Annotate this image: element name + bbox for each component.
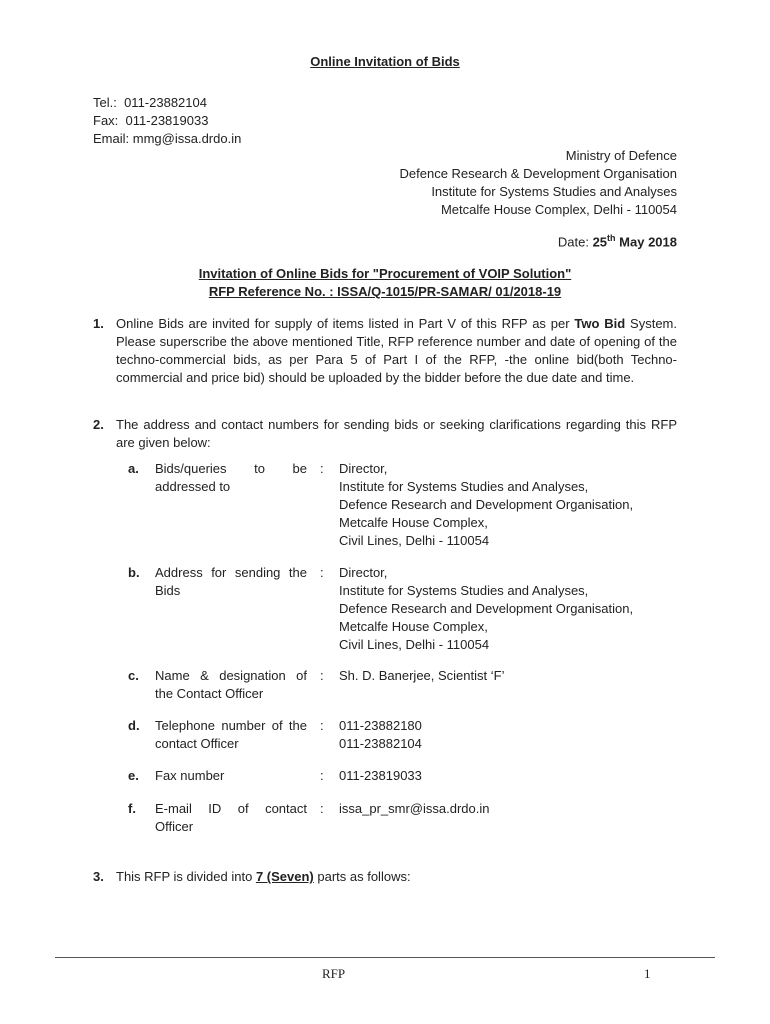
value-line: issa_pr_smr@issa.drdo.in	[339, 801, 490, 816]
telephone-row	[93, 94, 241, 112]
text-segment: This RFP is divided into	[116, 869, 256, 884]
date-rest: May 2018	[619, 234, 677, 250]
email-value: mmg@issa.drdo.in	[132, 131, 242, 146]
paragraph-text	[116, 315, 677, 387]
item-label: e.	[128, 768, 139, 783]
item-value	[339, 564, 633, 654]
bold-underlined-text: 7 (Seven)	[255, 869, 314, 884]
item-label: b.	[128, 565, 140, 580]
item-key: Telephone number of the contact Officer	[155, 718, 307, 751]
value-line: Institute for Systems Studies and Analyses,	[339, 583, 589, 598]
address-line: Metcalfe House Complex, Delhi - 110054	[440, 202, 677, 217]
value-line: Civil Lines, Delhi - 110054	[339, 533, 490, 548]
value-line: 011-23819033	[339, 768, 422, 783]
date-label: Date:	[557, 234, 589, 250]
value-line: Director,	[339, 461, 388, 476]
document-title: Online Invitation of Bids	[310, 54, 460, 69]
paragraph-number: 2.	[93, 417, 104, 432]
text-segment: parts as follows:	[313, 869, 411, 884]
fax-label: Fax:	[93, 113, 119, 128]
address-line: Defence Research & Development Organisation	[399, 166, 677, 181]
value-line: Metcalfe House Complex,	[339, 515, 488, 530]
item-label: a.	[128, 461, 139, 476]
paragraph-number: 1.	[93, 316, 104, 331]
invitation-title: Invitation of Online Bids for "Procurement of VOIP Solution"	[198, 266, 572, 281]
text-segment: Online Bids are invited for supply of items listed in Part V of this RFP as per	[116, 316, 575, 331]
contact-block	[93, 94, 241, 148]
address-line: Ministry of Defence	[565, 148, 677, 163]
page-number: 1	[644, 966, 651, 981]
value-line: Metcalfe House Complex,	[339, 619, 488, 634]
paragraph-text: The address and contact numbers for sending bids or seeking clarifications regarding this RFP are given below:	[116, 417, 677, 450]
item-label: c.	[128, 668, 139, 683]
value-line: Defence Research and Development Organisation,	[339, 601, 634, 616]
item-key: Name & designation of the Contact Officer	[155, 668, 307, 701]
value-line: Director,	[339, 565, 388, 580]
tel-label: Tel.:	[93, 95, 117, 110]
paragraph-2	[93, 416, 677, 452]
email-row	[93, 130, 241, 148]
item-label: f.	[128, 801, 136, 816]
value-line: Defence Research and Development Organisation,	[339, 497, 634, 512]
item-label: d.	[128, 718, 140, 733]
tel-value: 011-23882104	[124, 95, 207, 110]
paragraph-number: 3.	[93, 869, 104, 884]
paragraph-3	[93, 868, 677, 886]
footer-label: RFP	[322, 966, 346, 981]
value-line: 011-23882104	[339, 736, 422, 751]
value-line: 011-23882180	[339, 718, 422, 733]
paragraph-1	[93, 315, 677, 387]
paragraph-text	[116, 868, 677, 886]
organisation-address	[400, 147, 677, 219]
item-value	[339, 717, 422, 753]
item-key: E-mail ID of contact Officer	[155, 801, 307, 834]
document-date	[558, 233, 677, 249]
invitation-heading	[0, 265, 770, 301]
fax-row	[93, 112, 241, 130]
footer-divider	[55, 957, 715, 958]
item-colon: :	[320, 565, 324, 580]
item-colon: :	[320, 801, 324, 816]
item-key: Address for sending the Bids	[155, 565, 307, 598]
address-line: Institute for Systems Studies and Analyses	[431, 184, 677, 199]
text-segment: System. Please superscribe the above mentioned Title, RFP reference number and date of opening of the techno-commercial bids, as per Para 5 of Part I of the RFP, -the online bid(both Techno-commercial and price bid) should be uploaded by the bidder before the due date and time.	[116, 316, 677, 385]
item-colon: :	[320, 668, 324, 683]
date-day: 25	[592, 234, 608, 250]
value-line: Sh. D. Banerjee, Scientist ‘F’	[339, 668, 505, 683]
item-value	[339, 767, 422, 785]
item-colon: :	[320, 718, 324, 733]
item-key: Bids/queries to be addressed to	[155, 461, 307, 494]
item-colon: :	[320, 768, 324, 783]
date-suffix: th	[607, 233, 616, 243]
rfp-reference: RFP Reference No. : ISSA/Q-1015/PR-SAMAR/ 01/2018-19	[208, 284, 562, 299]
fax-value: 011-23819033	[125, 113, 209, 128]
email-label: Email:	[93, 131, 130, 146]
item-value	[339, 800, 489, 818]
bold-text: Two Bid	[574, 316, 626, 331]
value-line: Institute for Systems Studies and Analyses,	[339, 479, 589, 494]
item-value	[339, 460, 633, 550]
item-colon: :	[320, 461, 324, 476]
item-value	[339, 667, 504, 685]
item-key: Fax number	[155, 768, 225, 783]
value-line: Civil Lines, Delhi - 110054	[339, 637, 490, 652]
